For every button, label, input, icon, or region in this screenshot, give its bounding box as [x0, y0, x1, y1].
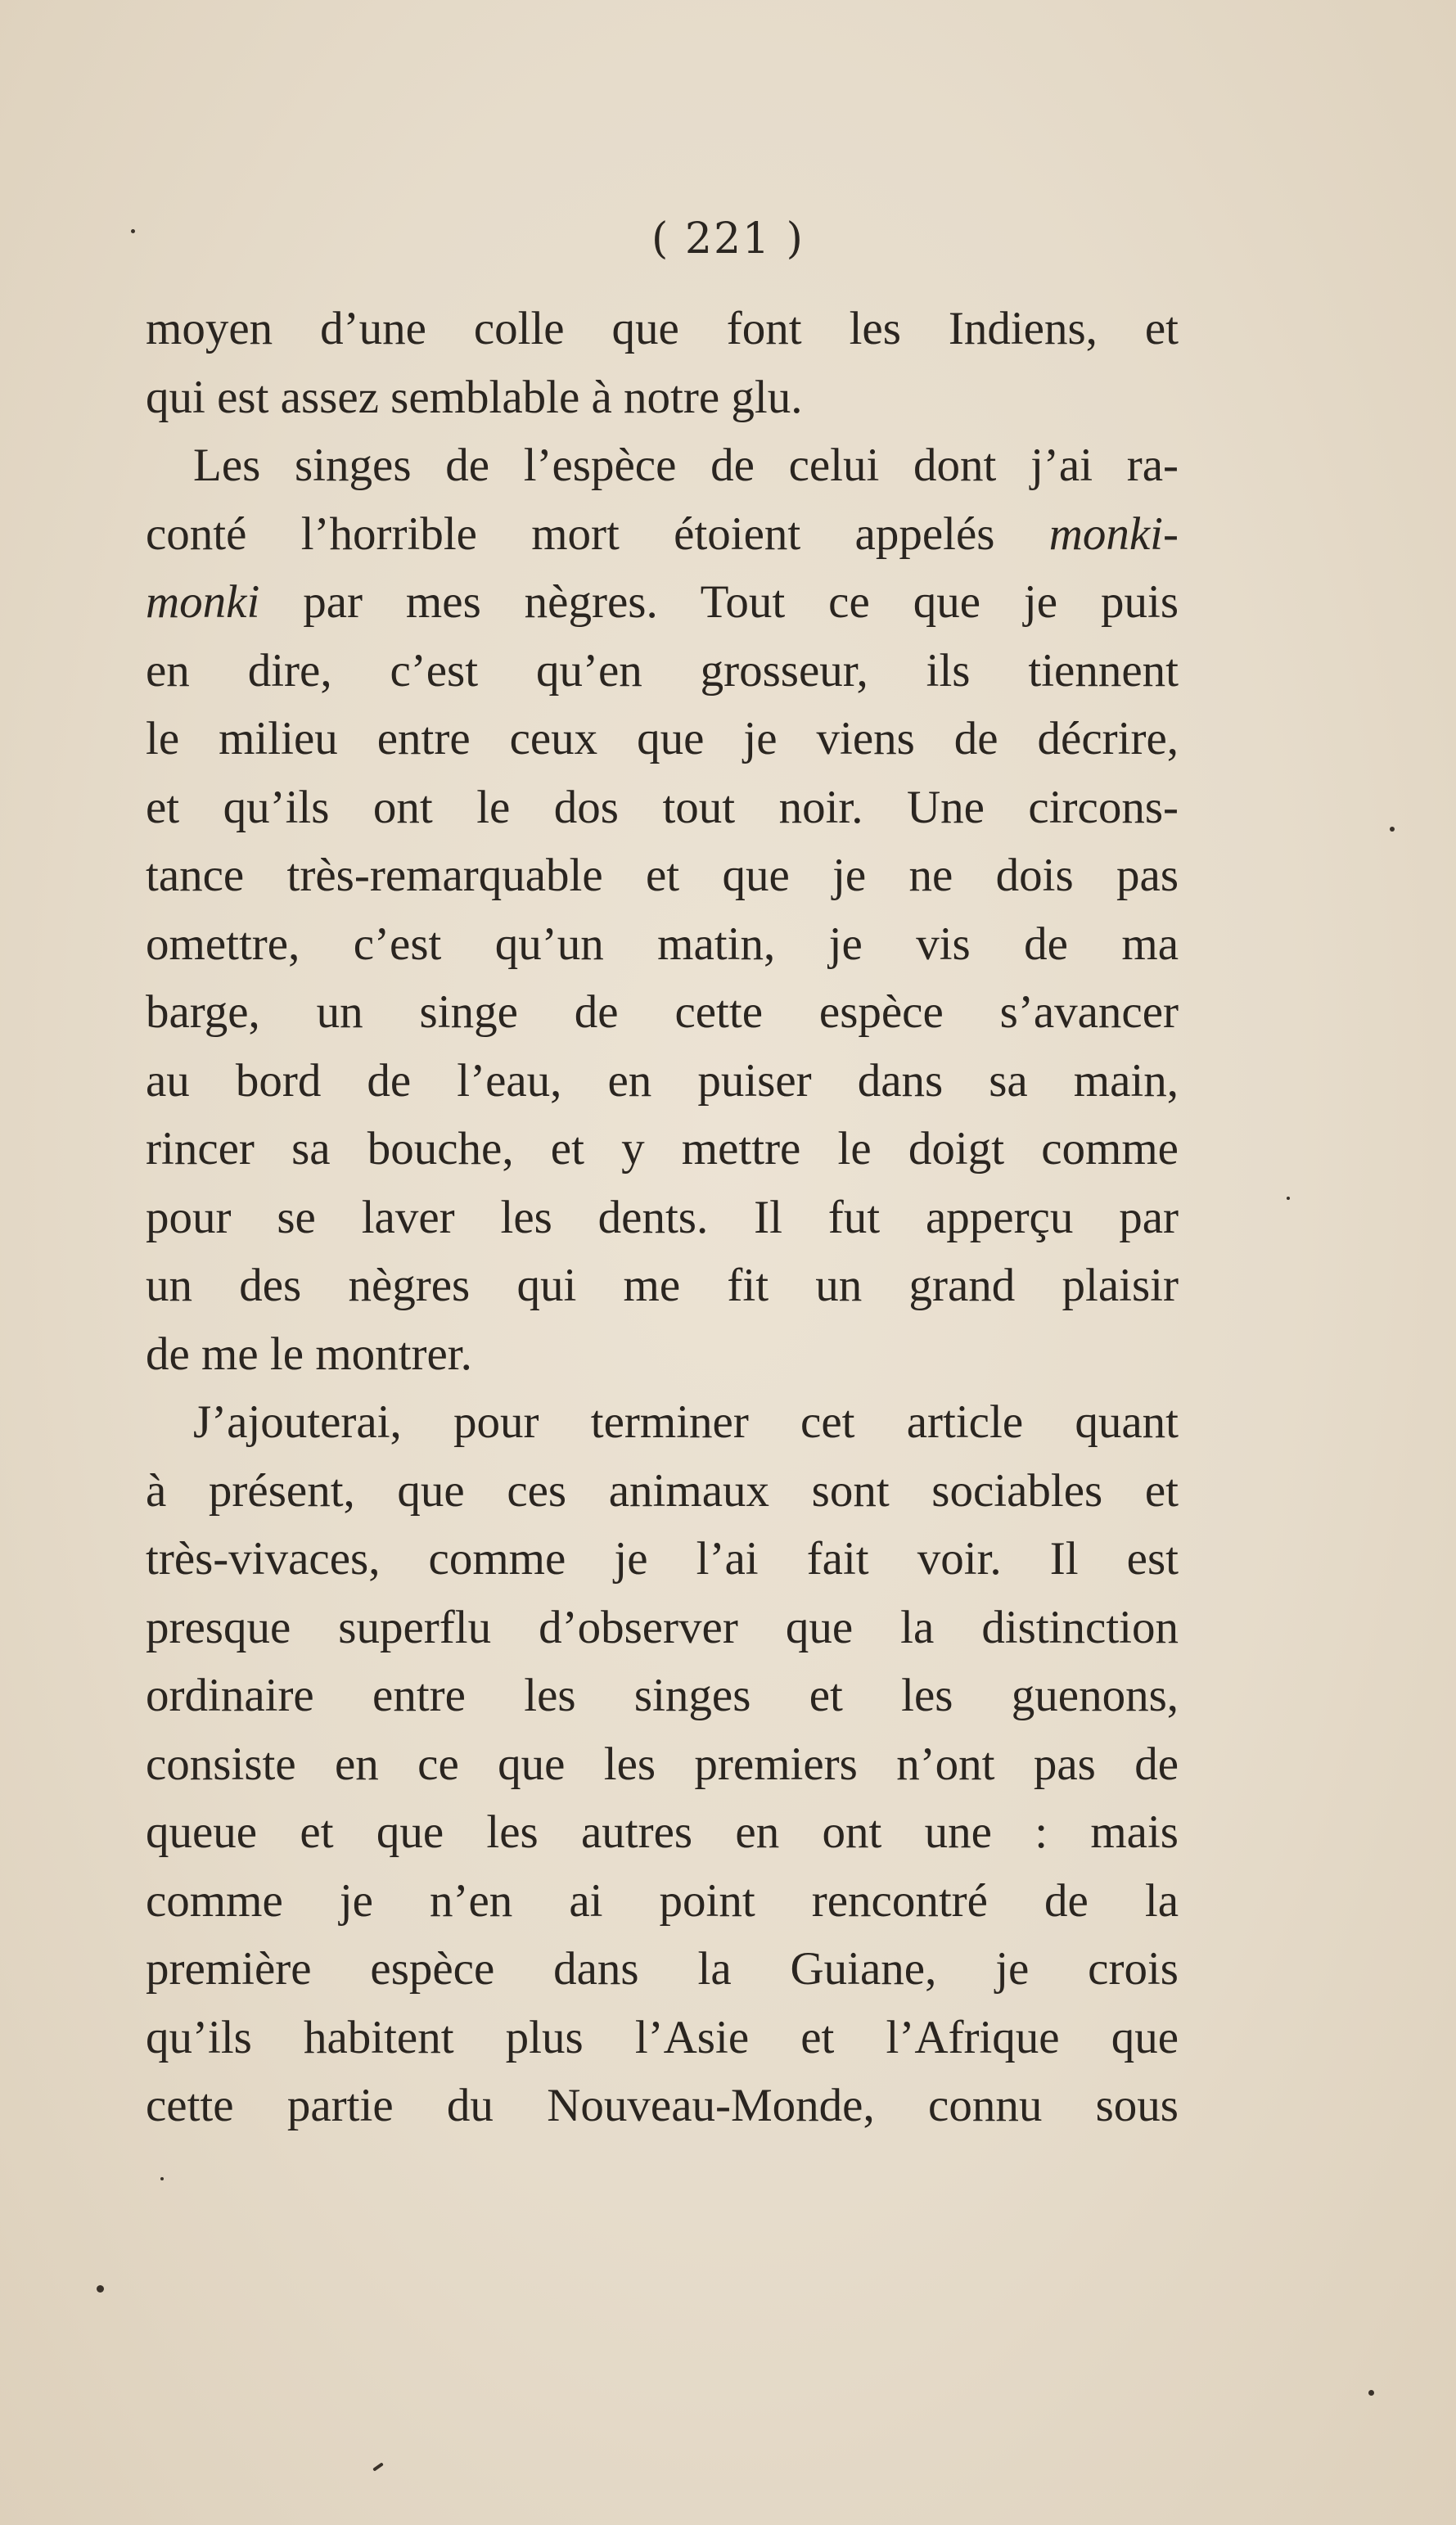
body-text: [146, 295, 1179, 2140]
text-line-15: un des nègres qui me fit un grand plaisir: [146, 1260, 1179, 1311]
text-line-25: première espèce dans la Guiane, je crois: [146, 1943, 1179, 1995]
text-line-4-start: conté l’horrible mort étoient appelés: [146, 507, 1049, 560]
text-line-20: presque superflu d’observer que la distinction: [146, 1601, 1179, 1653]
text-line-18: à présent, que ces animaux sont sociables et: [146, 1464, 1179, 1517]
text-line-13: rincer sa bouche, et y mettre le doigt comme: [146, 1123, 1179, 1175]
text-line-8: et qu’ils ont le dos tout noir. Une circons-: [146, 781, 1179, 833]
text-line-12: au bord de l’eau, en puiser dans sa main,: [146, 1054, 1179, 1107]
paper-speck: [1287, 1197, 1290, 1200]
text-line-5: [146, 568, 1179, 637]
text-line-23: queue et que les autres en ont une : mais: [146, 1806, 1179, 1858]
text-line-9: tance très-remarquable et que je ne dois pas: [146, 850, 1179, 901]
text-line-14: pour se laver les dents. Il fut apperçu par: [146, 1191, 1179, 1243]
paper-speck: [160, 2177, 164, 2180]
italic-term-monki-hyphen: monki-: [1048, 507, 1179, 560]
text-line-27: cette partie du Nouveau-Monde, connu sous: [146, 2080, 1179, 2131]
text-line-16: de me le montrer.: [146, 1328, 472, 1380]
text-line-24: comme je n’en ai point rencontré de la: [146, 1874, 1179, 1927]
text-line-21: ordinaire entre les singes et les guenons,: [146, 1670, 1179, 1721]
text-line-10: omettre, c’est qu’un matin, je vis de ma: [146, 918, 1179, 970]
paper-speck: [1390, 827, 1395, 832]
text-line-11: barge, un singe de cette espèce s’avancer: [146, 986, 1179, 1038]
text-line-1: moyen d’une colle que font les Indiens, et: [146, 303, 1179, 354]
text-line-26: qu’ils habitent plus l’Asie et l’Afrique que: [146, 2011, 1179, 2063]
italic-term-monki: monki: [146, 576, 260, 628]
page-number: ( 221 ): [651, 214, 805, 264]
text-line-19: très-vivaces, comme je l’ai fait voir. Il est: [146, 1533, 1179, 1585]
text-line-3: Les singes de l’espèce de celui dont j’ai ra-: [193, 440, 1179, 491]
text-line-22: consiste en ce que les premiers n’ont pas de: [146, 1738, 1179, 1790]
paper-speck: [1368, 2390, 1374, 2396]
paper-speck: [131, 229, 135, 233]
text-line-17: J’ajouterai, pour terminer cet article quant: [193, 1396, 1179, 1448]
text-line-7: le milieu entre ceux que je viens de décrire,: [146, 713, 1179, 764]
paper-speck: [97, 2285, 104, 2293]
text-line-2: qui est assez semblable à notre glu.: [146, 371, 803, 423]
text-line-6: en dire, c’est qu’en grosseur, ils tiennent: [146, 644, 1179, 697]
text-line-5-rest: par mes nègres. Tout ce que je puis: [259, 576, 1179, 628]
text-line-4: [146, 500, 1179, 569]
paper-speck: [372, 2462, 384, 2471]
